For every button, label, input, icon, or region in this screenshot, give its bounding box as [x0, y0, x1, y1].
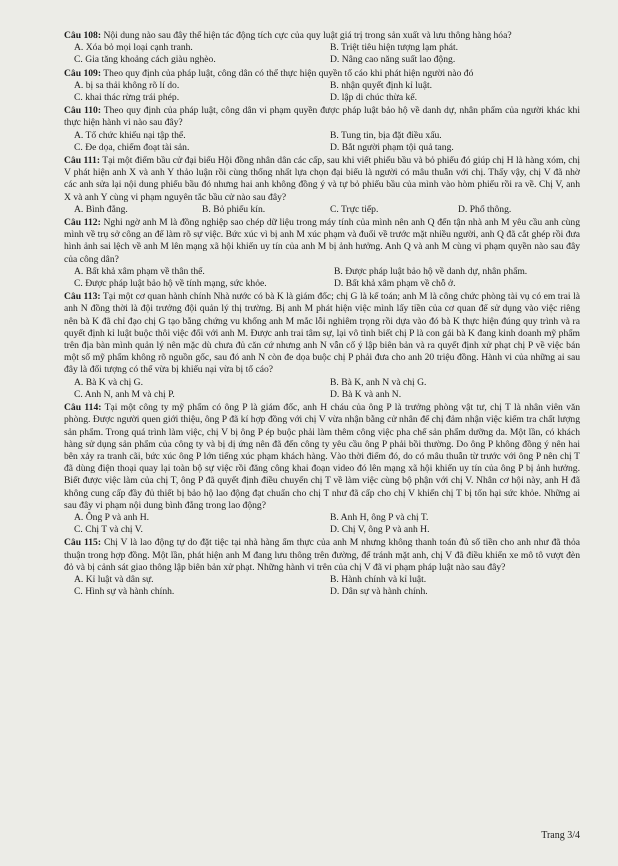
- question-text: Tại một điểm bầu cử đại biểu Hội đồng nhân dân các cấp, sau khi viết phiếu bầu và bỏ phiếu đó giúp chị H là hàng xóm, chị V phát hiện anh X và anh Y thảo luận rồi cùng thống nhất lựa chọn đại biểu là người có mâu thuẫn với chị. Thấy vậy, chị V đã nhờ các anh sửa lại nội dung phiếu bầu đó nhưng hai anh không đồng ý và tự bỏ phiếu bầu của mình vào hòm phiếu rồi ra về. Chị V, anh X và anh Y cùng vi phạm nguyên tắc bầu cử nào sau đây?: [64, 155, 580, 203]
- question-109: [64, 68, 580, 105]
- option-a: A. bị sa thải không rõ lí do.: [74, 79, 180, 91]
- option-b: B. nhận quyết định kỉ luật.: [330, 79, 433, 91]
- question-label: Câu 111:: [64, 155, 101, 167]
- option-c: C. Anh N, anh M và chị P.: [74, 388, 175, 400]
- option-d: D. Bắt người phạm tội quả tang.: [330, 141, 454, 153]
- option-b: B. Bà K, anh N và chị G.: [330, 376, 427, 388]
- option-b: B. Anh H, ông P và chị T.: [330, 511, 429, 523]
- option-c: C. Trực tiếp.: [330, 203, 379, 215]
- question-111: [64, 155, 580, 216]
- option-a: A. Bà K và chị G.: [74, 376, 144, 388]
- question-stem: [64, 105, 580, 129]
- page-number: Trang 3/4: [541, 829, 580, 841]
- question-115: [64, 537, 580, 598]
- question-label: Câu 113:: [64, 291, 101, 303]
- option-d: D. Chị V, ông P và anh H.: [330, 524, 430, 536]
- option-d: D. lập di chúc thừa kế.: [330, 92, 417, 104]
- question-label: Câu 109:: [64, 67, 102, 79]
- question-108: [64, 30, 580, 67]
- option-b: B. Triệt tiêu hiện tượng lạm phát.: [330, 42, 459, 54]
- question-label: Câu 110:: [64, 105, 102, 117]
- question-text: Nghi ngờ anh M là đồng nghiệp sao chép dữ liệu trong máy tính của mình nên anh Q đến tận nhà anh M yêu cầu anh cùng mình về trụ sở công an để làm rõ sự việc. Bức xúc vì bị anh M xúc phạm và đuổi về trước mặt nhiều người, anh Q đã cắt ghép rồi đưa hình ảnh sai lệch về anh M lên mạng xã hội khiến uy tín của anh M bị ảnh hưởng. Anh Q và anh M cùng vi phạm quyền nào sau đây của công dân?: [64, 217, 580, 265]
- question-114: [64, 402, 580, 536]
- option-a: A. Tổ chức khiếu nại tập thể.: [74, 129, 186, 141]
- option-c: C. Được pháp luật bảo hộ về tính mạng, sức khỏe.: [74, 278, 267, 290]
- question-112: [64, 217, 580, 290]
- option-b: B. Tung tin, bịa đặt điều xấu.: [330, 129, 442, 141]
- question-stem: [64, 402, 580, 512]
- question-label: Câu 112:: [64, 217, 101, 229]
- option-b: B. Hành chính và kỉ luật.: [330, 573, 427, 585]
- option-d: D. Bất khả xâm phạm về chỗ ở.: [334, 278, 456, 290]
- option-c: C. Gia tăng khoảng cách giàu nghèo.: [74, 54, 216, 66]
- option-d: D. Phổ thông.: [458, 203, 512, 215]
- option-d: D. Nâng cao năng suất lao động.: [330, 54, 456, 66]
- option-c: C. Hình sự và hành chính.: [74, 586, 175, 598]
- option-a: A. Xóa bỏ mọi loại cạnh tranh.: [74, 42, 193, 54]
- question-text: Theo quy định của pháp luật, công dân có thể thực hiện quyền tố cáo khi phát hiện người nào đó: [103, 67, 474, 79]
- question-label: Câu 115:: [64, 537, 102, 549]
- question-text: Theo quy định của pháp luật, công dân vi phạm quyền được pháp luật bảo hộ về danh dự, nhân phẩm của người khác khi thực hiện hành vi nào sau đây?: [64, 105, 580, 129]
- options: [64, 130, 580, 154]
- question-label: Câu 114:: [64, 402, 102, 414]
- options: [64, 204, 580, 216]
- question-text: Tại một công ty mỹ phẩm có ông P là giám đốc, anh H cháu của ông P là trưởng phòng vật tư, chị T là nhân viên văn phòng. Được người quen giới thiệu, ông P đã kí hợp đồng với chị V vừa nhận bằng cử nhân để chị đảm nhận việc kiểm tra chất lượng sản phẩm. Trong quá trình làm việc, chị V bị ông P ép buộc phải làm thêm công việc pha chế sản phẩm dưỡng da. Một lần, có khách hàng sử dụng sản phẩm của công ty và bị dị ứng nên đã đến công ty yêu cầu ông P phải bồi thường. Do ông P không đồng ý nên hai bên xảy ra tranh cãi, bức xúc ông P lớn tiếng xúc phạm khách hàng. Vào thời điểm đó, do có mâu thuẫn từ trước với ông P nên chị T đã dùng điện thoại quay lại toàn bộ sự việc rồi đăng công khai đoạn video đó lên mạng xã hội khiến uy tín của ông P bị ảnh hưởng. Biết được việc làm của chị T, ông P đã quyết định điều chuyển chị T về làm việc cùng bộ phận với chị V. Nhân cơ hội này, anh H đã không cung cấp đầy đủ thiết bị bảo hộ lao động đạt chuẩn cho chị T như đã cấp cho chị V khiến chị T bị tổn hại sức khỏe. Những ai sau đây vi phạm nội dung bình đẳng trong lao động?: [64, 402, 580, 511]
- question-stem: [64, 217, 580, 266]
- options: [64, 42, 580, 66]
- options: [64, 266, 580, 290]
- question-stem: [64, 68, 580, 80]
- option-c: C. Chị T và chị V.: [74, 524, 143, 536]
- question-stem: [64, 291, 580, 376]
- question-text: Nội dung nào sau đây thể hiện tác động tích cực của quy luật giá trị trong sản xuất và lưu thông hàng hóa?: [103, 30, 512, 41]
- option-d: D. Dân sự và hành chính.: [330, 586, 428, 598]
- option-a: A. Bình đẳng.: [74, 203, 128, 215]
- option-a: A. Ông P và anh H.: [74, 511, 150, 523]
- option-c: C. Đe dọa, chiếm đoạt tài sản.: [74, 141, 190, 153]
- option-a: A. Kỉ luật và dân sự.: [74, 573, 154, 585]
- question-label: Câu 108:: [64, 30, 102, 41]
- question-110: [64, 105, 580, 154]
- option-c: C. khai thác rừng trái phép.: [74, 92, 180, 104]
- options: [64, 80, 580, 104]
- option-a: A. Bất khả xâm phạm về thân thể.: [74, 265, 205, 277]
- options: [64, 512, 580, 536]
- option-b: B. Được pháp luật bảo hộ về danh dự, nhân phẩm.: [334, 265, 528, 277]
- question-113: [64, 291, 580, 401]
- option-d: D. Bà K và anh N.: [330, 388, 402, 400]
- options: [64, 377, 580, 401]
- options: [64, 574, 580, 598]
- option-b: B. Bỏ phiếu kín.: [202, 203, 266, 215]
- question-stem: [64, 155, 580, 204]
- question-text: Tại một cơ quan hành chính Nhà nước có bà K là giám đốc; chị G là kế toán; anh M là công chức phòng tài vụ có em trai là anh N đồng thời là đội trưởng đội quản lý thị trường. Bị anh M phát hiện việc mình lấy tiền của cơ quan để sử dụng vào việc riêng nên bà K đã chỉ đạo chị G tạo bằng chứng vu khống anh M mắc lỗi nghiêm trọng rồi dựa vào đó bà K thực hiện đúng quy trình và ra quyết định kỉ luật buộc thôi việc đối với anh M. Được anh trai tâm sự, lại vô tình biết chị P là con gái bà K đang kinh doanh mỹ phẩm trên địa bàn mình quản lý nên mặc dù chưa đủ căn cứ nhưng anh N vẫn cố ý lập biên bản và ra quyết định xử phạt chị P về việc bán một số mỹ phẩm không rõ nguồn gốc, sau đó anh N còn đe dọa buộc chị P phải đưa cho anh 20 triệu đồng. Hành vi của những ai sau đây là đối tượng có thể vừa bị khiếu nại vừa bị tố cáo?: [64, 291, 580, 376]
- question-text: Chị V là lao động tự do đặt tiệc tại nhà hàng ẩm thực của anh M nhưng không thanh toán đủ số tiền cho anh như đã thỏa thuận trong hợp đồng. Một lần, phát hiện anh M đang lưu thông trên đường, để tránh mặt anh, chị V đã điều khiển xe mô tô vượt đèn đỏ và bị cảnh sát giao thông lập biên bản xử phạt. Những hành vi trên của chị V đã vi phạm pháp luật nào sau đây?: [64, 537, 580, 573]
- question-stem: [64, 30, 580, 42]
- question-stem: [64, 537, 580, 574]
